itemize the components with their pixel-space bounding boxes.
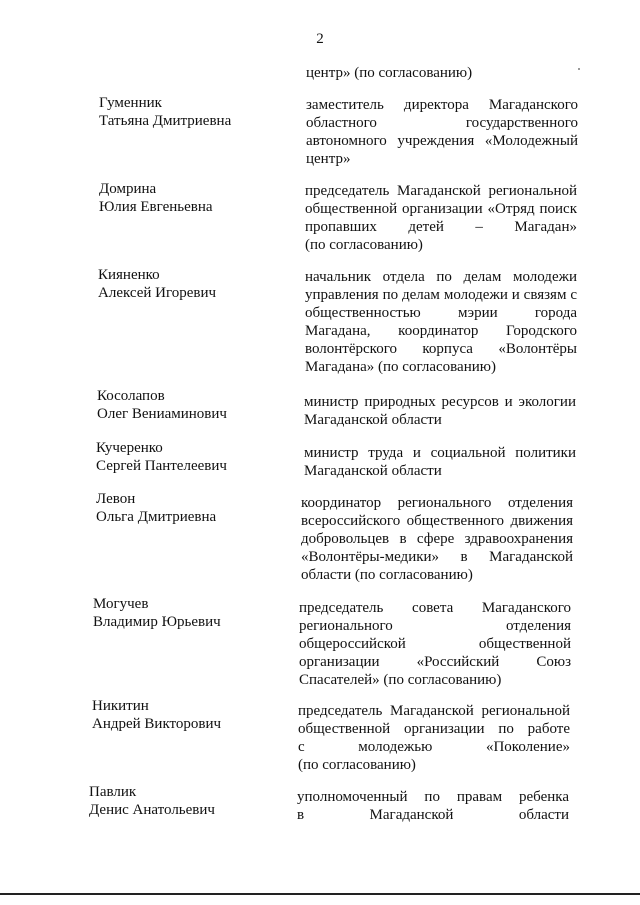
role-line: министр труда и социальной политики [304, 445, 576, 461]
role-line: общероссийской общественной [299, 636, 571, 652]
member-name [99, 180, 213, 216]
role-line: автономного учреждения «Молодежный [306, 133, 578, 149]
member-surname: Левон [96, 491, 136, 507]
role-line: с молодежью «Поколение» [298, 739, 570, 755]
member-name [96, 439, 227, 475]
member-given-name: Олег Вениаминович [97, 406, 227, 422]
role-line: волонтёрского корпуса «Волонтёры [305, 341, 577, 357]
role-line: всероссийского общественного движения [301, 513, 573, 529]
role-line: Спасателей» (по согласованию) [299, 672, 502, 688]
role-line: Магаданской области [304, 412, 442, 428]
member-given-name: Денис Анатольевич [89, 802, 215, 818]
role-line: заместитель директора Магаданского [306, 97, 578, 113]
member-given-name: Татьяна Дмитриевна [99, 113, 232, 129]
member-given-name: Сергей Пантелеевич [96, 458, 227, 474]
member-surname: Косолапов [97, 388, 165, 404]
member-name [96, 490, 216, 526]
role-line: центр» [306, 151, 351, 167]
role-line: общественностью мэрии города [305, 305, 577, 321]
role-line: добровольцев в сфере здравоохранения [301, 531, 573, 547]
member-surname: Кияненко [98, 267, 160, 283]
role-line: уполномоченный по правам ребенка [297, 789, 569, 805]
role-line: общественной организации «Отряд поиск [305, 201, 577, 217]
member-given-name: Владимир Юрьевич [93, 614, 221, 630]
role-line: Магаданской области [304, 463, 442, 479]
continuation-text [306, 64, 578, 82]
member-given-name: Алексей Игоревич [98, 285, 217, 301]
member-name [98, 266, 216, 302]
role-line: «Волонтёры-медики» в Магаданской [301, 549, 573, 565]
member-given-name: Андрей Викторович [92, 716, 222, 732]
member-name [89, 783, 215, 819]
role-line: председатель Магаданской региональной [298, 703, 570, 719]
member-name [92, 697, 221, 733]
member-given-name: Ольга Дмитриевна [96, 509, 217, 525]
page-number: 2 [316, 31, 324, 47]
role-line: председатель совета Магаданского [299, 600, 571, 616]
role-line: управления по делам молодежи и связям с [305, 287, 577, 303]
member-role [305, 182, 577, 254]
member-role [298, 702, 570, 774]
member-surname: Павлик [89, 784, 137, 800]
role-line: министр природных ресурсов и экологии [304, 394, 576, 410]
role-line: в Магаданской области [297, 807, 569, 823]
member-surname: Домрина [99, 181, 157, 197]
role-line: общественной организации по работе [298, 721, 570, 737]
member-surname: Могучев [93, 596, 149, 612]
member-surname: Гуменник [99, 95, 162, 111]
member-name [93, 595, 221, 631]
role-line: Магадана, координатор Городского [305, 323, 577, 339]
member-name [99, 94, 231, 130]
scan-speck [578, 68, 580, 70]
member-role [301, 494, 573, 584]
role-line: области (по согласованию) [301, 567, 473, 583]
role-line: пропавших детей – Магадан» [305, 219, 577, 235]
role-line: центр» (по согласованию) [306, 65, 473, 81]
role-line: (по согласованию) [305, 237, 423, 253]
role-line: председатель Магаданской региональной [305, 183, 577, 199]
member-surname: Никитин [92, 698, 149, 714]
member-role [306, 96, 578, 168]
member-role [304, 393, 576, 429]
role-line: координатор регионального отделения [301, 495, 573, 511]
role-line: регионального отделения [299, 618, 571, 634]
member-surname: Кучеренко [96, 440, 163, 456]
role-line: Магадана» (по согласованию) [305, 359, 496, 375]
member-role [305, 268, 577, 376]
member-role [304, 444, 576, 480]
member-given-name: Юлия Евгеньевна [99, 199, 213, 215]
scan-edge-line [0, 893, 640, 895]
member-name [97, 387, 227, 423]
role-line: организации «Российский Союз [299, 654, 571, 670]
member-role [299, 599, 571, 689]
role-line: начальник отдела по делам молодежи [305, 269, 577, 285]
member-role [297, 788, 569, 824]
role-line: областного государственного [306, 115, 578, 131]
role-line: (по согласованию) [298, 757, 416, 773]
